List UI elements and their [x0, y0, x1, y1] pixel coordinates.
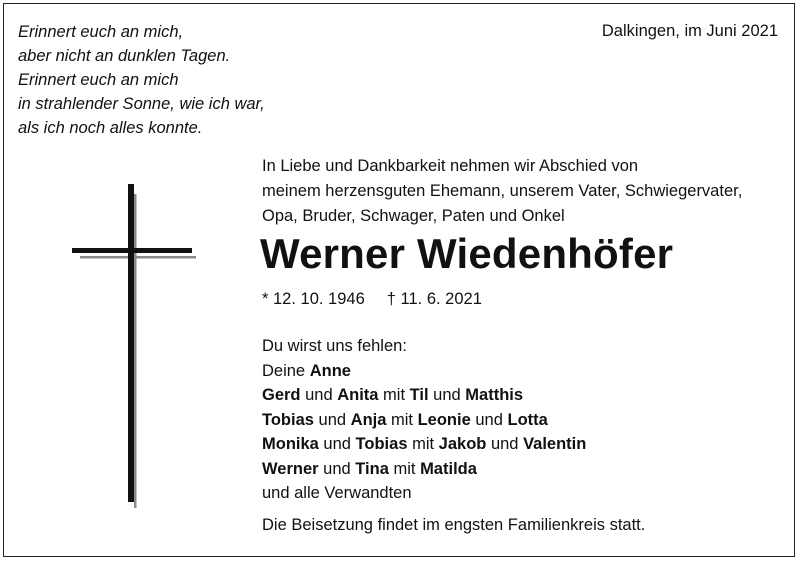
latin-cross-icon	[70, 184, 196, 508]
mourner-line: Monika und Tobias mit Jakob und Valentin	[262, 435, 587, 453]
poem-line: Erinnert euch an mich	[18, 71, 179, 89]
obituary-notice	[3, 3, 795, 557]
mourner-line: Gerd und Anita mit Til und Matthis	[262, 386, 524, 404]
life-dates	[262, 290, 482, 309]
intro-line: In Liebe und Dankbarkeit nehmen wir Abschied von	[262, 157, 639, 175]
mourner-line: Deine Anne	[262, 361, 351, 380]
mourners-closing: und alle Verwandten	[262, 484, 412, 502]
poem-line: aber nicht an dunklen Tagen.	[18, 47, 231, 65]
farewell-intro	[262, 154, 742, 229]
funeral-note: Die Beisetzung findet im engsten Familienkreis statt.	[262, 516, 646, 534]
poem-line: Erinnert euch an mich,	[18, 23, 184, 41]
intro-line: meinem herzensguten Ehemann, unserem Vater, Schwiegervater,	[262, 182, 743, 200]
memorial-poem	[18, 20, 265, 140]
place-and-date: Dalkingen, im Juni 2021	[601, 22, 778, 40]
poem-line: in strahlender Sonne, wie ich war,	[18, 95, 265, 113]
mourner-line: Tobias und Anja mit Leonie und Lotta	[262, 410, 548, 429]
cross-icon	[70, 184, 196, 508]
mourner-line: Werner und Tina mit Matilda	[262, 459, 477, 478]
intro-line: Opa, Bruder, Schwager, Paten und Onkel	[262, 207, 565, 225]
poem-line: als ich noch alles konnte.	[18, 119, 203, 137]
birth-date: * 12. 10. 1946	[262, 290, 365, 308]
deceased-name: Werner Wiedenhöfer	[260, 230, 674, 277]
mourners-heading: Du wirst uns fehlen:	[262, 337, 407, 355]
death-date: † 11. 6. 2021	[386, 290, 482, 308]
mourners-list	[262, 334, 586, 506]
